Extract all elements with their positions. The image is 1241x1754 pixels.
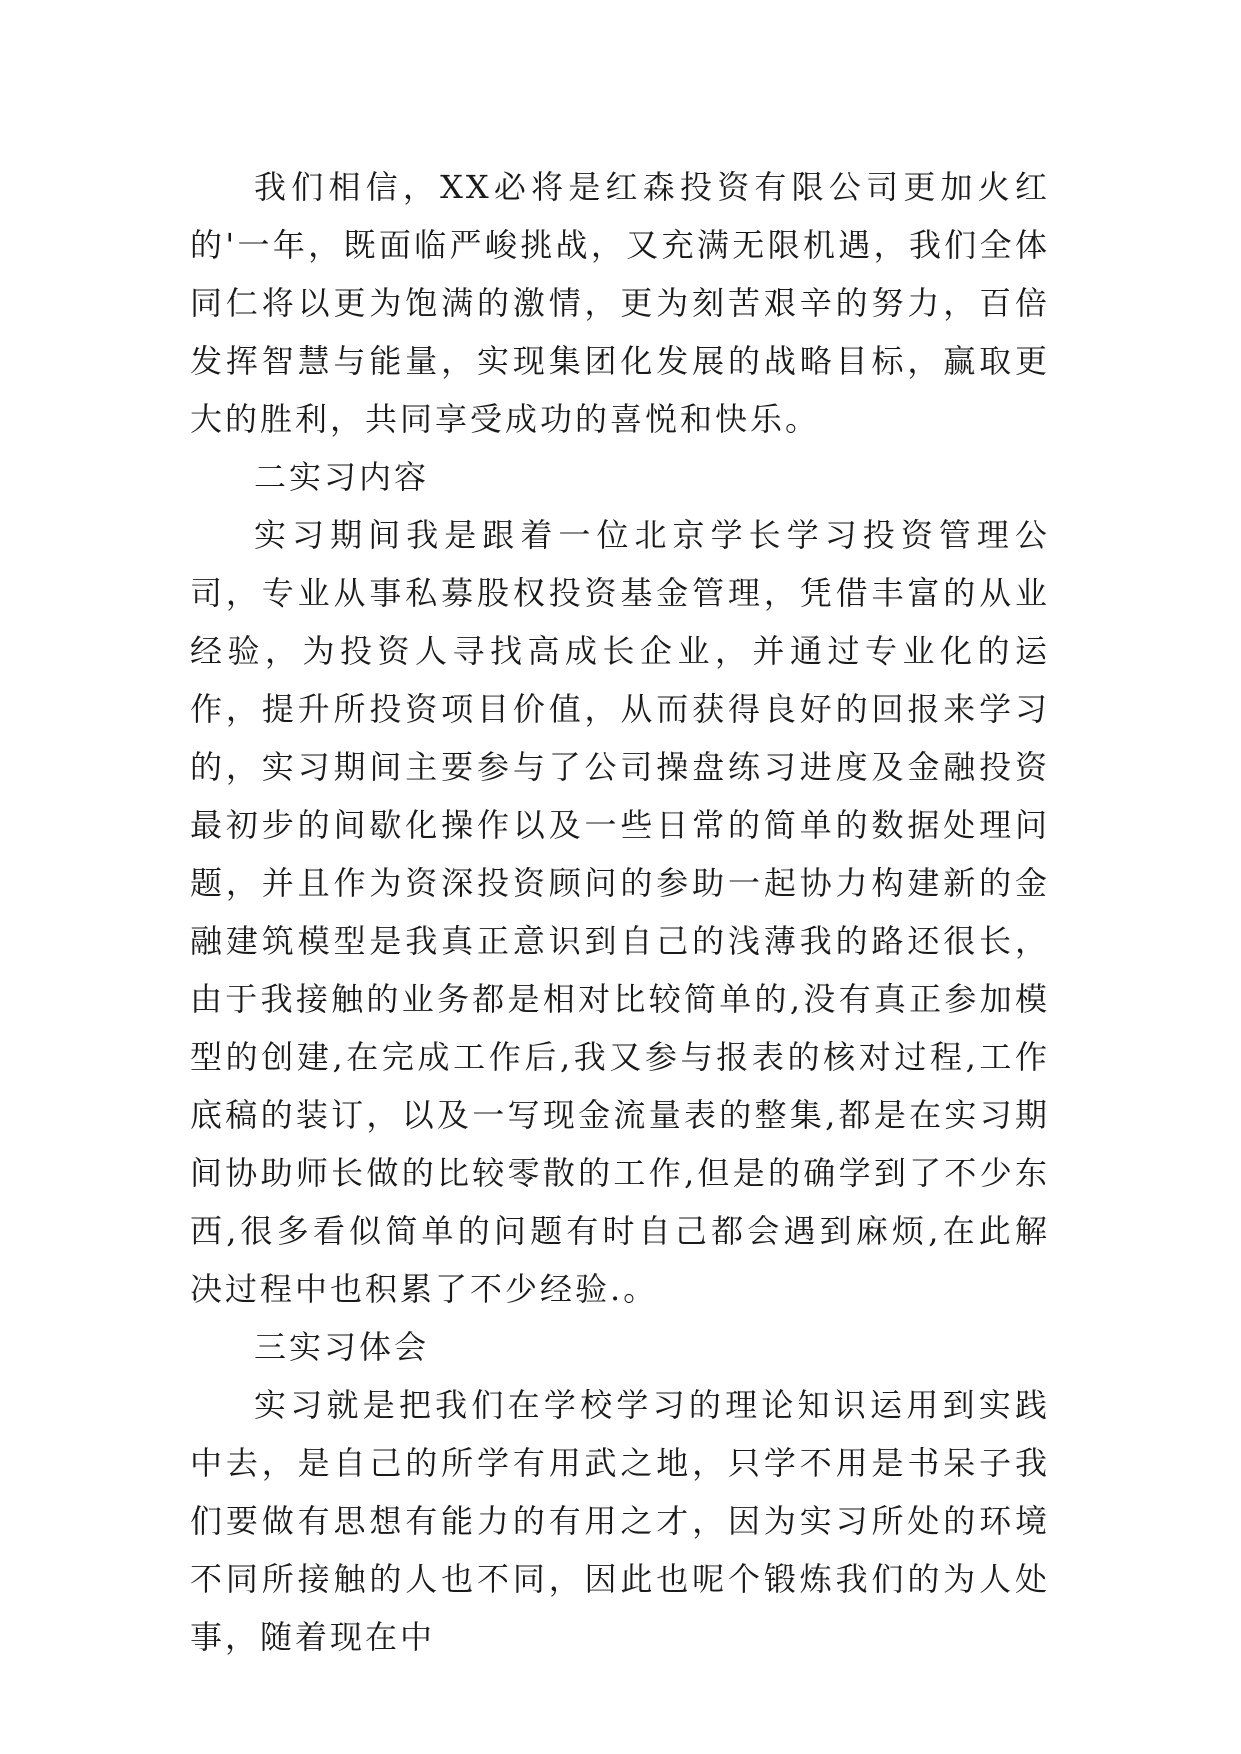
paragraph-internship-content: 实习期间我是跟着一位北京学长学习投资管理公司，专业从事私募股权投资基金管理，凭借丰富的从业经验，为投资人寻找高成长企业，并通过专业化的运作，提升所投资项目价值，从而获得良好的回报来学习的，实习期间主要参与了公司操盘练习进度及金融投资最初步的间歇化操作以及一些日常的简单的数据处理问题，并且作为资深投资顾问的参助一起协力构建新的金融建筑模型是我真正意识到自己的浅薄我的路还很长，由于我接触的业务都是相对比较简单的,没有真正参加模型的创建,在完成工作后,我又参与报表的核对过程,工作底稿的装订，以及一写现金流量表的整集,都是在实习期间协助师长做的比较零散的工作,但是的确学到了不少东西,很多看似简单的问题有时自己都会遇到麻烦,在此解决过程中也积累了不少经验.。 (190, 516, 1050, 1308)
paragraph-closing-remarks: 我们相信，XX必将是红森投资有限公司更加火红的'一年，既面临严峻挑战，又充满无限机遇，我们全体同仁将以更为饱满的激情，更为刻苦艰辛的努力，百倍发挥智慧与能量，实现集团化发展的战略目标，赢取更大的胜利，共同享受成功的喜悦和快乐。 (190, 168, 1050, 438)
section-heading-internship-content: 二实习内容 (254, 458, 430, 496)
paragraph-internship-experience: 实习就是把我们在学校学习的理论知识运用到实践中去，是自己的所学有用武之地，只学不用是书呆子我们要做有思想有能力的有用之才，因为实习所处的环境不同所接触的人也不同，因此也呢个锻炼我们的为人处事，随着现在中 (190, 1386, 1050, 1656)
section-heading-internship-experience: 三实习体会 (254, 1328, 430, 1366)
document-body (190, 158, 1050, 1666)
